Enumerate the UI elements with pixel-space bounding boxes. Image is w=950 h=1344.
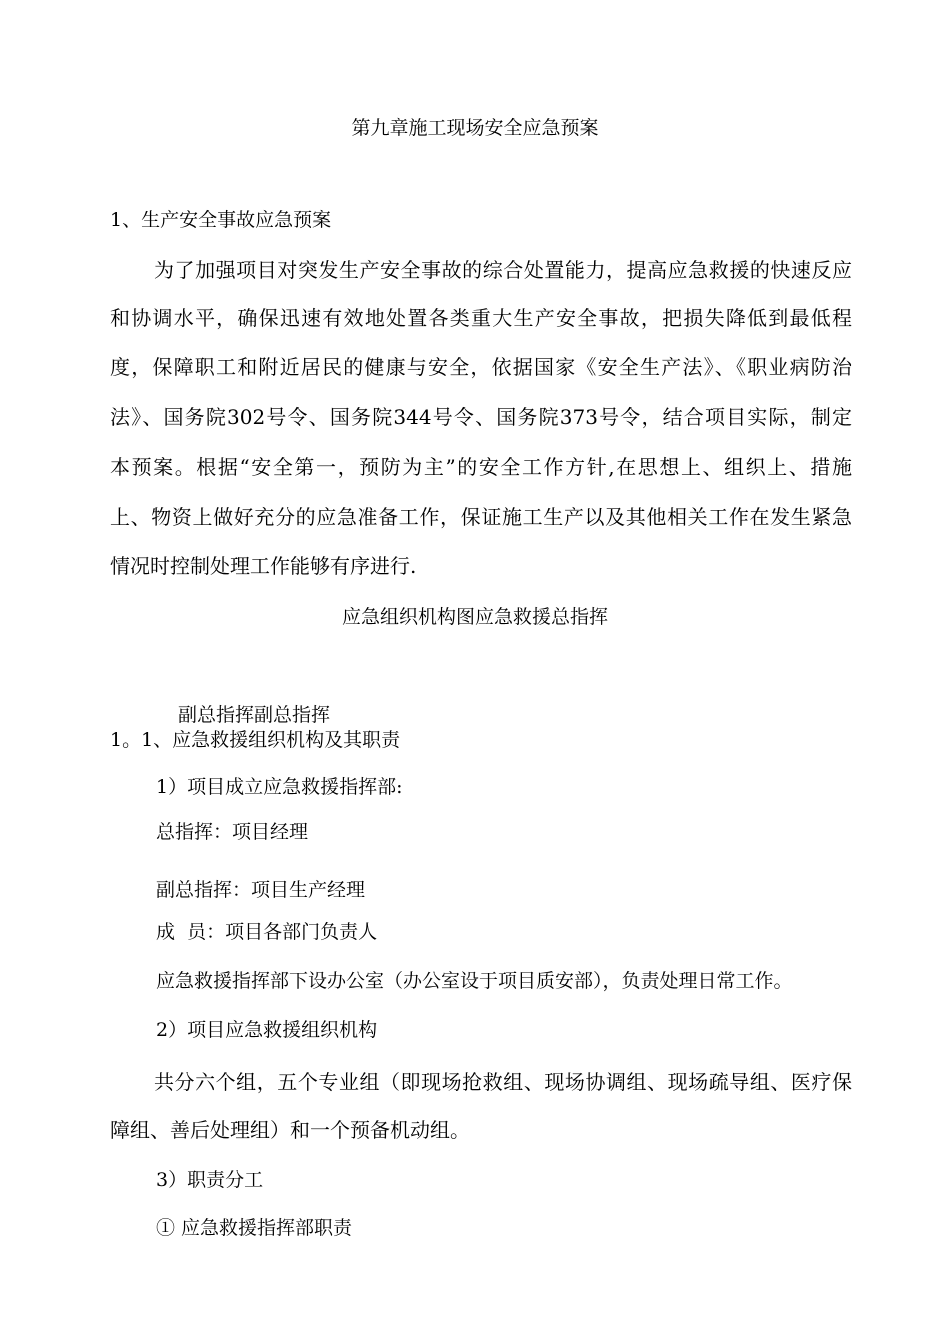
section-heading-1: 1、生产安全事故应急预案 [110,209,332,231]
org-chart-deputies: 副总指挥副总指挥 [178,704,331,726]
paragraph-line: 法》、国务院302号令、国务院344号令、国务院373号令，结合项目实际，制定 [110,405,852,429]
paragraph-line: 障组、善后处理组）和一个预备机动组。 [110,1118,470,1142]
office-note: 应急救援指挥部下设办公室（办公室设于项目质安部），负责处理日常工作。 [156,970,793,992]
paragraph-line: 和协调水平，确保迅速有效地处置各类重大生产安全事故，把损失降低到最低程 [110,306,852,330]
paragraph-line: 上、物资上做好充分的应急准备工作，保证施工生产以及其他相关工作在发生紧急 [110,505,852,529]
paragraph-line: 本预案。根据“安全第一，预防为主”的安全工作方针,在思想上、组织上、措施 [110,455,852,479]
subsection-heading-1-1: 1。1、应急救援组织机构及其职责 [110,729,401,751]
members-line: 成 员：项目各部门负责人 [156,921,378,943]
deputy-commander-line: 副总指挥：项目生产经理 [156,879,366,901]
paragraph-line: 情况时控制处理工作能够有序进行. [110,554,417,578]
commander-line: 总指挥：项目经理 [156,821,309,843]
list-item-1: 1）项目成立应急救援指挥部: [156,776,403,798]
paragraph-line: 为了加强项目对突发生产安全事故的综合处置能力，提高应急救援的快速反应 [154,258,852,282]
duty-item-1: ① 应急救援指挥部职责 [156,1217,353,1239]
list-item-3: 3）职责分工 [156,1169,264,1191]
list-item-2: 2）项目应急救援组织机构 [156,1019,378,1041]
paragraph-line: 度，保障职工和附近居民的健康与安全，依据国家《安全生产法》、《职业病防治 [110,355,852,379]
paragraph-line: 共分六个组，五个专业组（即现场抢救组、现场协调组、现场疏导组、医疗保 [154,1070,852,1094]
org-chart-caption: 应急组织机构图应急救援总指挥 [341,606,608,628]
page-title: 第九章施工现场安全应急预案 [351,117,599,139]
